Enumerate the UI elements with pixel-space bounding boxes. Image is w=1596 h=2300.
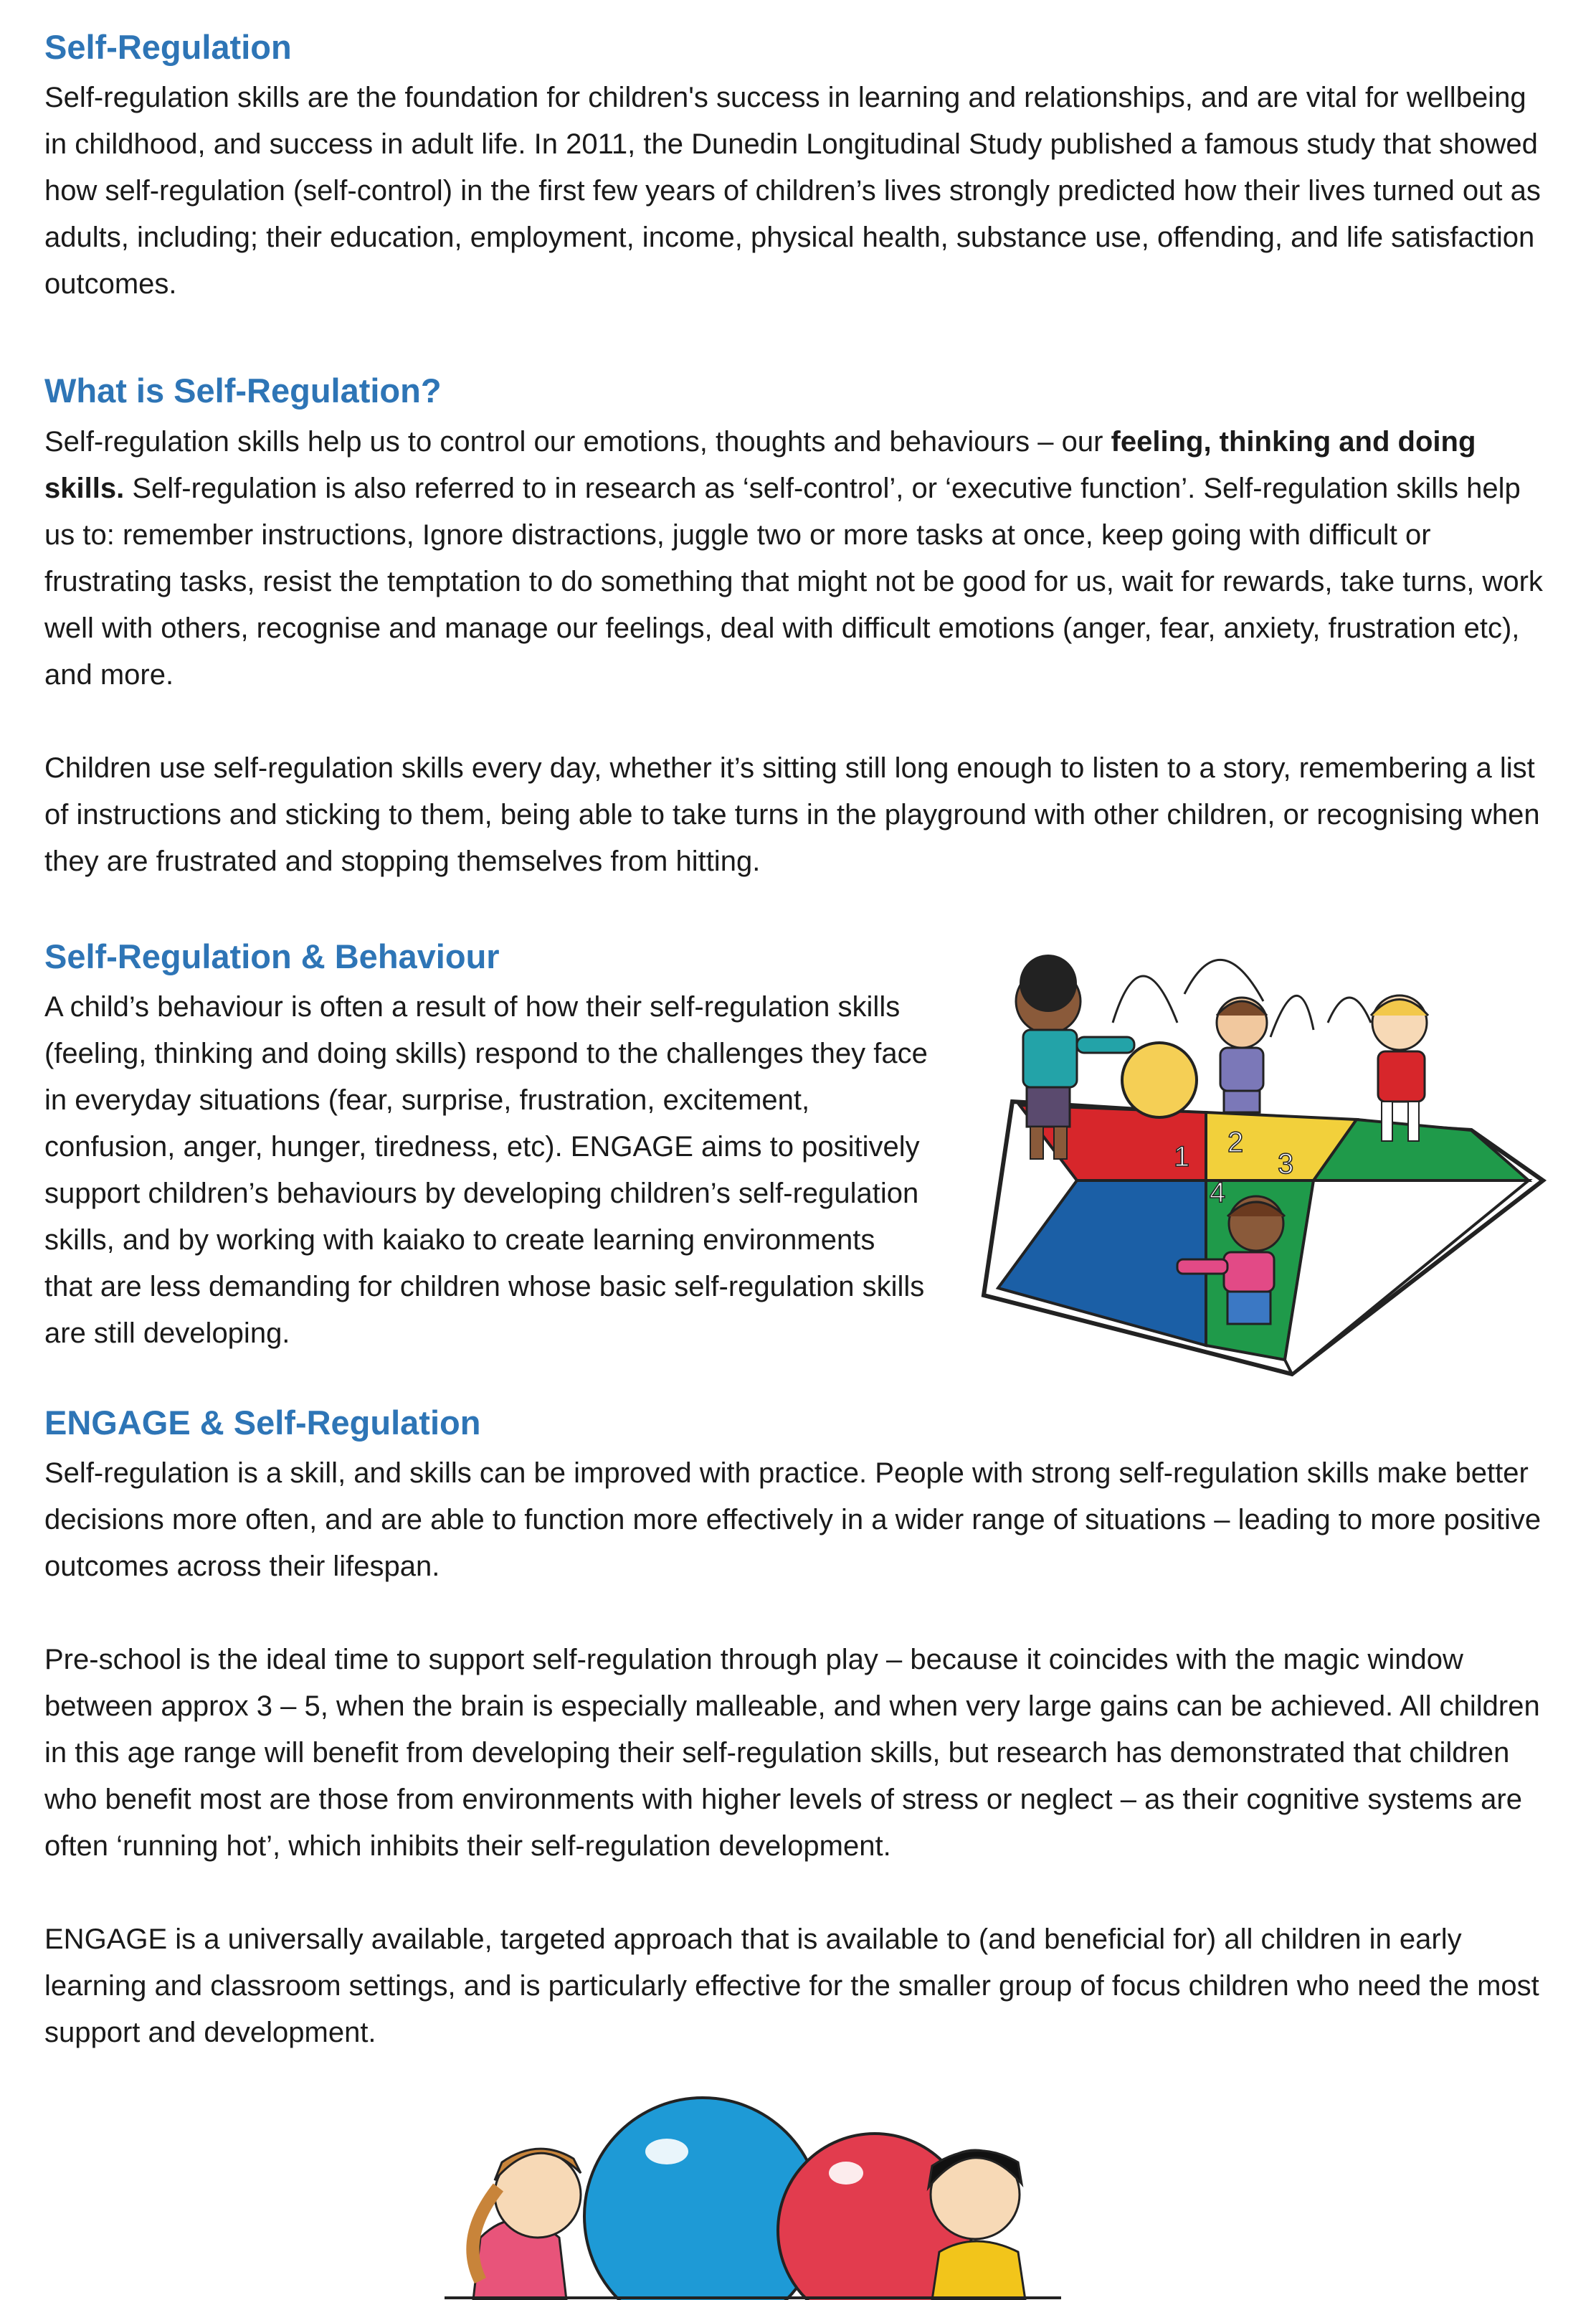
paragraph-text: Self-regulation skills help us to control our emotions, thoughts and behaviours – our: [44, 425, 1111, 458]
paragraph: [44, 419, 1550, 699]
hopscotch-square-white: [1285, 1180, 1529, 1374]
child-figure-icon: [1217, 998, 1267, 1112]
paragraph: Self-regulation skills are the foundation for children's success in learning and relationships, and are vital for wellbeing in childhood, and success in adult life. In 2011, the Dunedin Longitudinal Study published a famous study that showed how self-regulation (self-control) in the first few years of children’s lives strongly predicted how their lives turned out as adults, including; their education, employment, income, physical health, substance use, offending, and life satisfaction outcomes.: [44, 82, 1541, 300]
hopscotch-number: 4: [1210, 1176, 1226, 1208]
paragraph-bold-text: feeling, thinking and doing skills.: [44, 425, 1476, 504]
section-heading: ENGAGE & Self-Regulation: [44, 1403, 481, 1442]
ball-icon: [1122, 1043, 1197, 1117]
hopscotch-number: 1: [1174, 1140, 1190, 1173]
hopscotch-illustration: [969, 915, 1596, 1417]
children-with-balls-illustration: [430, 2094, 1075, 2300]
paragraph: A child’s behaviour is often a result of how their self-regulation skills (feeling, thinking and doing skills) respond to the challenges they face in everyday situations (fear, surprise, frustration, excitement, confusion, anger, hunger, tiredness, etc). ENGAGE aims to positively support children’s behaviours by developing children’s self-regulation skills, and by working with kaiako to create learning environments that are less demanding for children whose basic self-regulation skills are still developing.: [44, 991, 928, 1350]
paragraph-text: Self-regulation is also referred to in research as ‘self-control’, or ‘executive function’. Self-regulation skills help us to: remember instructions, Ignore distractions, juggle two or more tasks at once, keep going with difficult or frustrating tasks, resist the temptation to do something that might not be good for us, wait for rewards, take turns, work well with others, recognise and manage our feelings, deal with difficult emotions (anger, fear, anxiety, frustration etc), and more.: [44, 472, 1543, 691]
section-engage-self-regulation: [44, 1403, 1550, 2056]
section-heading: Self-Regulation & Behaviour: [44, 937, 500, 975]
section-what-is-self-regulation: [44, 371, 1550, 884]
child-figure-icon: [928, 2150, 1025, 2300]
section-self-regulation: [44, 27, 1550, 308]
paragraph: Self-regulation is a skill, and skills can be improved with practice. People with strong self-regulation skills make better decisions more often, and are able to function more effectively in a wider range of situations – leading to more positive outcomes across their lifespan.: [44, 1457, 1542, 1583]
child-figure-icon: [472, 2149, 581, 2300]
paragraph: ENGAGE is a universally available, targeted approach that is available to (and beneficial for) all children in early learning and classroom settings, and is particularly effective for the smaller group of focus children who need the most support and development.: [44, 1923, 1539, 2049]
document-page: [44, 27, 1550, 2108]
hopscotch-number: 2: [1227, 1126, 1244, 1158]
section-heading: Self-Regulation: [44, 28, 292, 66]
section-heading: What is Self-Regulation?: [44, 371, 442, 410]
section-behaviour: [44, 937, 1550, 1381]
child-figure-icon: [1371, 995, 1428, 1141]
paragraph: Pre-school is the ideal time to support self-regulation through play – because it coincides with the magic window between approx 3 – 5, when the brain is especially malleable, and when very large gains can be achieved. All children in this age range will benefit from developing their self-regulation skills, but research has demonstrated that children who benefit most are those from environments with higher levels of stress or neglect – as their cognitive systems are often ‘running hot’, which inhibits their self-regulation development.: [44, 1644, 1540, 1863]
paragraph: Children use self-regulation skills every day, whether it’s sitting still long enough to listen to a story, remembering a list of instructions and sticking to them, being able to take turns in the playground with other children, or recognising when they are frustrated and stopping themselves from hitting.: [44, 752, 1540, 877]
hopscotch-number: 3: [1278, 1147, 1294, 1180]
